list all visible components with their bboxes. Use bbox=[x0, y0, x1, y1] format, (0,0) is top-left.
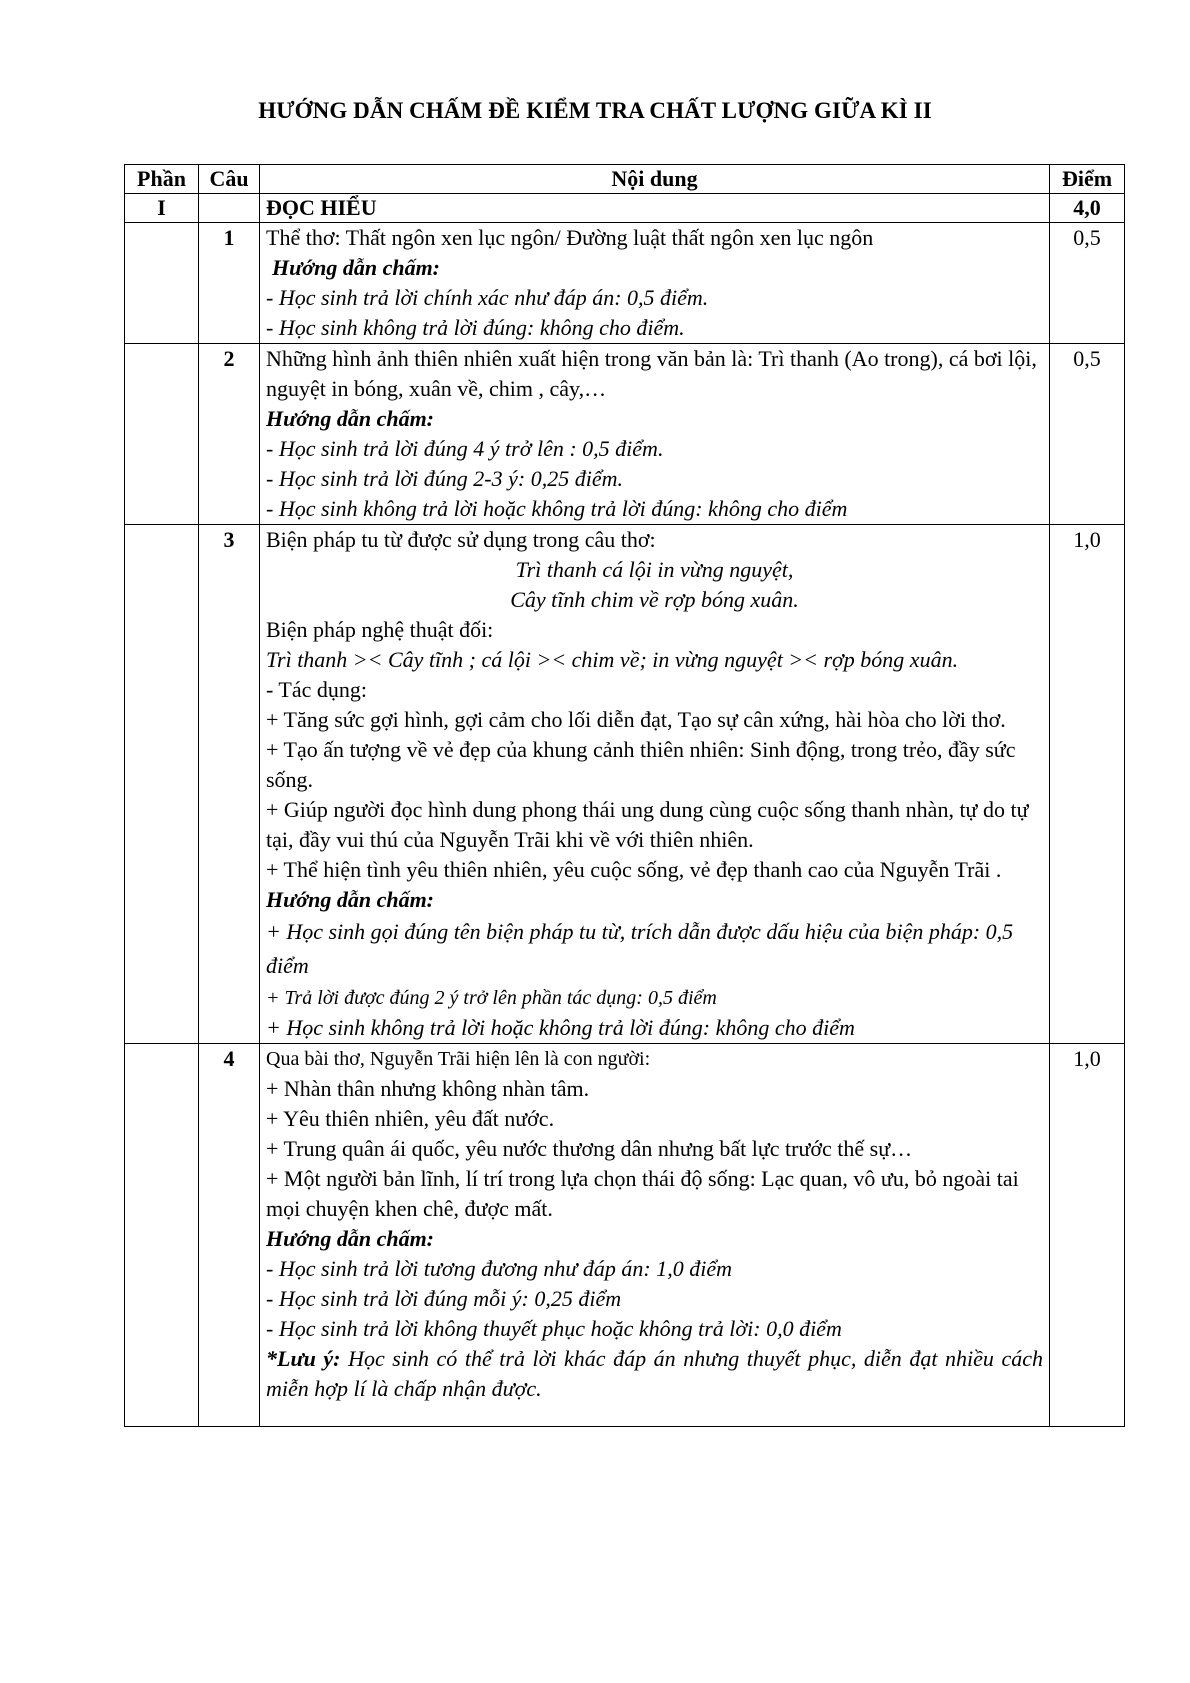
table-row bbox=[125, 223, 1125, 344]
effect-item: + Giúp người đọc hình dung phong thái ung dung cùng cuộc sống thanh nhàn, tự do tự tại, đầy vui thú của Nguyễn Trãi khi về với thiên nhiên. bbox=[266, 797, 1029, 852]
answer-text: Thể thơ: Thất ngôn xen lục ngôn/ Đường luật thất ngôn xen lục ngôn bbox=[266, 225, 874, 250]
point-item: + Yêu thiên nhiên, yêu đất nước. bbox=[266, 1106, 555, 1131]
point-item: + Nhàn thân nhưng không nhàn tâm. bbox=[266, 1076, 590, 1101]
guide-label: Hướng dẫn chấm: bbox=[266, 887, 435, 912]
question-score: 0,5 bbox=[1050, 344, 1125, 525]
part-cell-empty bbox=[125, 344, 199, 525]
part-cell-empty bbox=[125, 525, 199, 1044]
pairs-text: Trì thanh >< Cây tĩnh ; cá lội >< chim về; in vừng nguyệt >< rợp bóng xuân. bbox=[266, 647, 959, 672]
question-content bbox=[260, 525, 1050, 1044]
section-score: 4,0 bbox=[1050, 194, 1125, 223]
guide-item: + Trả lời được đúng 2 ý trở lên phần tác dụng: 0,5 điểm bbox=[266, 987, 717, 1009]
effect-label: - Tác dụng: bbox=[266, 677, 368, 702]
guide-item: - Học sinh trả lời đúng 2-3 ý: 0,25 điểm. bbox=[266, 466, 623, 491]
question-content bbox=[260, 223, 1050, 344]
question-content bbox=[260, 1044, 1050, 1427]
verse-line: Trì thanh cá lội in vừng nguyệt, bbox=[515, 557, 794, 582]
guide-item: - Học sinh trả lời tương đương như đáp án: 1,0 điểm bbox=[266, 1256, 732, 1281]
table-row bbox=[125, 344, 1125, 525]
guide-label: Hướng dẫn chấm: bbox=[266, 406, 435, 431]
grading-table bbox=[124, 164, 1125, 1427]
question-number: 1 bbox=[199, 223, 260, 344]
effect-item: + Tăng sức gợi hình, gợi cảm cho lối diễn đạt, Tạo sự cân xứng, hài hòa cho lời thơ. bbox=[266, 707, 1006, 732]
section-question-empty bbox=[199, 194, 260, 223]
guide-item: - Học sinh trả lời đúng 4 ý trở lên : 0,5 điểm. bbox=[266, 436, 664, 461]
guide-item: - Học sinh trả lời đúng mỗi ý: 0,25 điểm bbox=[266, 1286, 622, 1311]
question-score: 0,5 bbox=[1050, 223, 1125, 344]
intro-text: Qua bài thơ, Nguyễn Trãi hiện lên là con người: bbox=[266, 1048, 651, 1070]
verse-line: Cây tĩnh chim về rợp bóng xuân. bbox=[510, 587, 799, 612]
answer-text: Những hình ảnh thiên nhiên xuất hiện trong văn bản là: Trì thanh (Ao trong), cá bơi lội, nguyệt in bóng, xuân về, chim , cây,… bbox=[266, 346, 1037, 401]
header-question: Câu bbox=[199, 165, 260, 194]
section-part: I bbox=[125, 194, 199, 223]
guide-item: - Học sinh trả lời chính xác như đáp án: 0,5 điểm. bbox=[266, 285, 709, 310]
question-number: 2 bbox=[199, 344, 260, 525]
part-cell-empty bbox=[125, 1044, 199, 1427]
section-label: ĐỌC HIỂU bbox=[260, 194, 1050, 223]
note-label: *Lưu ý: bbox=[266, 1346, 341, 1371]
note-text bbox=[266, 1344, 1043, 1404]
document-title: HƯỚNG DẪN CHẤM ĐỀ KIỂM TRA CHẤT LƯỢNG GIỮA KÌ II bbox=[258, 98, 932, 123]
guide-label: Hướng dẫn chấm: bbox=[272, 255, 441, 280]
part-cell-empty bbox=[125, 223, 199, 344]
guide-label: Hướng dẫn chấm: bbox=[266, 1226, 435, 1251]
question-score: 1,0 bbox=[1050, 1044, 1125, 1427]
guide-item: - Học sinh trả lời không thuyết phục hoặc không trả lời: 0,0 điểm bbox=[266, 1316, 842, 1341]
point-item: + Trung quân ái quốc, yêu nước thương dân nhưng bất lực trước thế sự… bbox=[266, 1136, 913, 1161]
guide-item: + Học sinh không trả lời hoặc không trả lời đúng: không cho điểm bbox=[266, 1015, 855, 1040]
effect-item: + Tạo ấn tượng về vẻ đẹp của khung cảnh thiên nhiên: Sinh động, trong trẻo, đầy sức sống. bbox=[266, 737, 1016, 792]
question-number: 3 bbox=[199, 525, 260, 1044]
table-row bbox=[125, 1044, 1125, 1427]
device-text: Biện pháp nghệ thuật đối: bbox=[266, 617, 494, 642]
point-item: + Một người bản lĩnh, lí trí trong lựa chọn thái độ sống: Lạc quan, vô ưu, bỏ ngoài tai mọi chuyện khen chê, được mất. bbox=[266, 1166, 1019, 1221]
header-part: Phần bbox=[125, 165, 199, 194]
intro-text: Biện pháp tu từ được sử dụng trong câu thơ: bbox=[266, 527, 656, 552]
note-body: Học sinh có thể trả lời khác đáp án nhưng thuyết phục, diễn đạt nhiều cách miễn hợp lí là chấp nhận được. bbox=[266, 1346, 1043, 1401]
question-content bbox=[260, 344, 1050, 525]
header-content: Nội dung bbox=[260, 165, 1050, 194]
guide-item: - Học sinh không trả lời đúng: không cho điểm. bbox=[266, 315, 685, 340]
section-row bbox=[125, 194, 1125, 223]
question-score: 1,0 bbox=[1050, 525, 1125, 1044]
table-header-row bbox=[125, 165, 1125, 194]
effect-item: + Thể hiện tình yêu thiên nhiên, yêu cuộc sống, vẻ đẹp thanh cao của Nguyễn Trãi . bbox=[266, 857, 1002, 882]
guide-item: - Học sinh không trả lời hoặc không trả lời đúng: không cho điểm bbox=[266, 496, 848, 521]
header-score: Điểm bbox=[1050, 165, 1125, 194]
guide-item: + Học sinh gọi đúng tên biện pháp tu từ, trích dẫn được dấu hiệu của biện pháp: 0,5 điểm bbox=[266, 919, 1014, 978]
question-number: 4 bbox=[199, 1044, 260, 1427]
table-row bbox=[125, 525, 1125, 1044]
